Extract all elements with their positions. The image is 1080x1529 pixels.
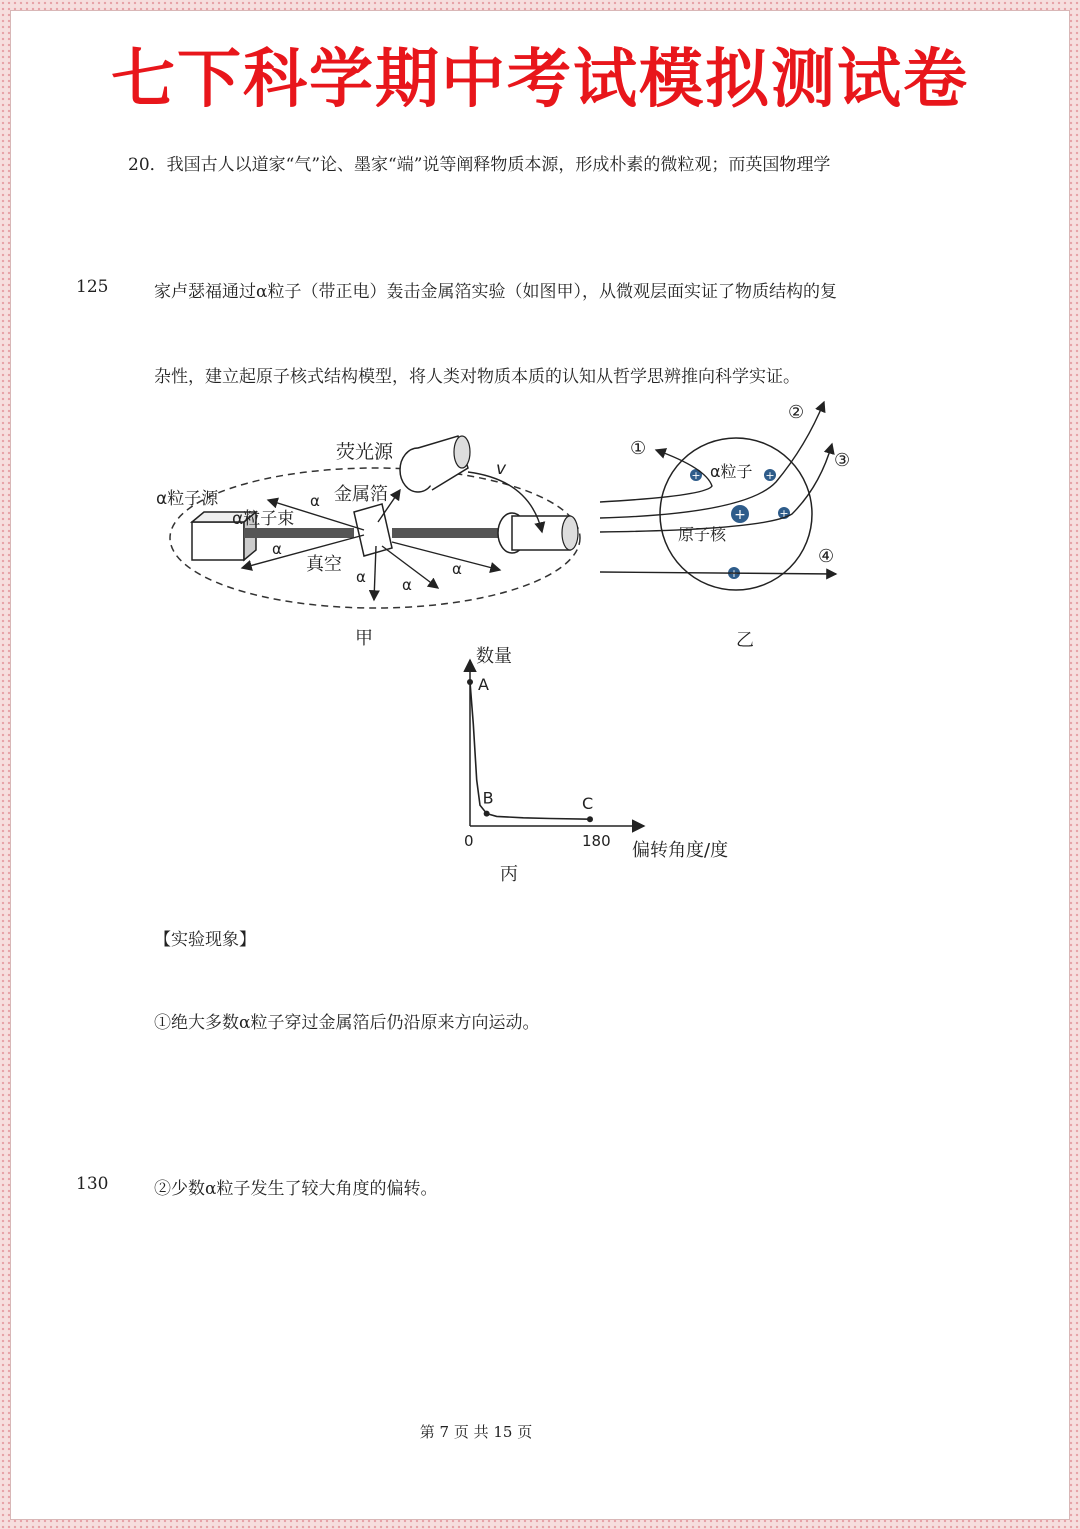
label-velocity: v bbox=[496, 459, 507, 479]
chart-point-c bbox=[587, 816, 593, 822]
y-axis-label: 数量 bbox=[476, 646, 512, 667]
chart-point-a bbox=[467, 679, 473, 685]
x-max-label: 180 bbox=[582, 832, 611, 850]
line-number-130: 130 bbox=[76, 1174, 109, 1194]
figure-jia bbox=[150, 420, 590, 620]
figure-yi bbox=[596, 396, 866, 626]
banner-title: 七下科学期中考试模拟测试卷 bbox=[111, 43, 969, 117]
line-number-125: 125 bbox=[76, 277, 109, 297]
caption-yi: 乙 bbox=[736, 630, 754, 651]
particle-dot-2 bbox=[764, 469, 776, 482]
question-line-3: 杂性，建立起原子核式结构模型，将人类对物质本质的认知从哲学思辨推向科学实证。 bbox=[154, 367, 800, 387]
chart-point-label-c: C bbox=[582, 794, 594, 814]
caption-jia: 甲 bbox=[355, 628, 373, 649]
label-vacuum: 真空 bbox=[306, 554, 342, 575]
label-alpha-3: α bbox=[356, 568, 366, 586]
experiment-item-2: ②少数α粒子发生了较大角度的偏转。 bbox=[154, 1179, 438, 1199]
question-line-2: 家卢瑟福通过α粒子（带正电）轰击金属箔实验（如图甲），从微观层面实证了物质结构的复 bbox=[154, 282, 837, 302]
experiment-heading: 【实验现象】 bbox=[154, 930, 256, 950]
experiment-item-1: ①绝大多数α粒子穿过金属箔后仍沿原来方向运动。 bbox=[154, 1013, 540, 1033]
metal-foil bbox=[354, 504, 392, 556]
label-alpha-2: α bbox=[272, 540, 282, 558]
svg-text:+: + bbox=[729, 567, 739, 580]
transmitted-beam bbox=[392, 528, 500, 538]
label-alpha-5: α bbox=[452, 560, 462, 578]
label-nucleus: 原子核 bbox=[678, 525, 727, 544]
label-fluorescent: 荧光源 bbox=[336, 441, 394, 463]
label-alpha-beam: α粒子束 bbox=[232, 509, 295, 529]
svg-text:+: + bbox=[765, 469, 775, 482]
label-path-2: ② bbox=[788, 402, 805, 423]
chart-point-b bbox=[484, 811, 490, 817]
origin-label: 0 bbox=[464, 832, 474, 850]
svg-text:+: + bbox=[779, 507, 789, 520]
path-4 bbox=[600, 572, 836, 574]
label-alpha-1: α bbox=[310, 492, 320, 510]
svg-text:+: + bbox=[734, 507, 746, 523]
alpha-beam bbox=[244, 528, 354, 538]
label-alpha-4: α bbox=[402, 576, 412, 594]
label-alpha-particle: α粒子 bbox=[710, 462, 753, 481]
label-path-1: ① bbox=[630, 438, 647, 459]
label-foil: 金属箔 bbox=[334, 484, 388, 505]
page-footer: 第 7 页 共 15 页 bbox=[419, 1423, 533, 1441]
label-alpha-source: α粒子源 bbox=[156, 489, 219, 509]
chart-point-label-b: B bbox=[482, 788, 494, 808]
svg-text:+: + bbox=[691, 469, 701, 482]
label-path-3: ③ bbox=[834, 450, 851, 471]
nucleus bbox=[731, 505, 749, 523]
chart-point-label-a: A bbox=[478, 675, 489, 694]
figure-bing-chart bbox=[440, 640, 750, 860]
x-axis-label: 偏转角度/度 bbox=[632, 840, 729, 860]
caption-bing: 丙 bbox=[500, 864, 518, 885]
detector-top bbox=[400, 436, 470, 492]
question-line-1: 20．我国古人以道家“气”论、墨家“端”说等阐释物质本源，形成朴素的微粒观；而英国物理学 bbox=[128, 155, 831, 175]
label-path-4: ④ bbox=[818, 546, 835, 567]
